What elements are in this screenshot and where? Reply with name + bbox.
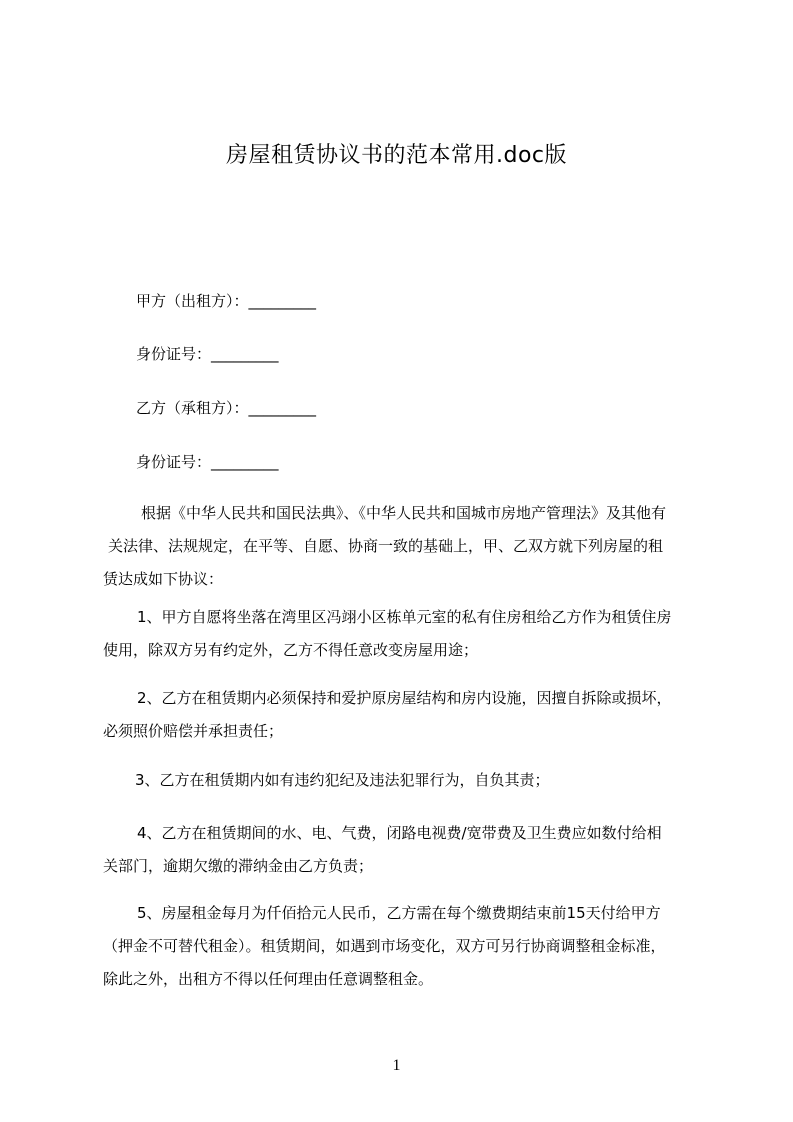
clause-line: 3、乙方在租赁期内如有违约犯纪及违法犯罪行为，自负其责； [135,771,550,789]
page-number: 1 [392,1057,401,1074]
clause-line: 除此之外，出租方不得以任何理由任意调整租金。 [103,970,434,988]
intro-line: 根据《中华人民共和国民法典》、《中华人民共和国城市房地产管理法》及其他有 [141,504,667,522]
clause-line: 5、房屋租金每月为仟佰拾元人民币，乙方需在每个缴费期结束前15天付给甲方 [137,904,661,922]
clause-line: 关部门，逾期欠缴的滞纳金由乙方负责； [103,857,374,875]
clause-5 [103,897,703,996]
lessor-id-field: 身份证号：_________ [136,345,279,363]
clause-line: 4、乙方在租赁期间的水、电、气费，闭路电视费/宽带费及卫生费应如数付给相 [137,824,662,842]
clause-line: （押金不可替代租金）。租赁期间，如遇到市场变化，双方可另行协商调整租金标准， [103,937,666,955]
intro-paragraph [103,497,703,596]
intro-line: 关法律、法规规定，在平等、自愿、协商一致的基础上，甲、乙双方就下列房屋的租 [108,537,664,555]
clause-line: 1、甲方自愿将坐落在湾里区冯翊小区栋单元室的私有住房租给乙方作为租赁住房 [137,608,672,626]
clause-4 [103,817,703,883]
lessee-field: 乙方（承租方）：_________ [136,399,317,417]
document-title: 房屋租赁协议书的范本常用.doc版 [225,143,567,168]
clause-1 [103,601,703,667]
clause-2 [103,682,703,748]
clause-3 [103,764,703,797]
clause-line: 2、乙方在租赁期内必须保持和爱护原房屋结构和房内设施，因擅自拆除或损坏， [137,689,672,707]
clause-line: 必须照价赔偿并承担责任； [103,722,284,740]
lessee-id-field: 身份证号：_________ [136,453,279,471]
intro-line: 赁达成如下协议： [103,570,224,588]
clause-line: 使用，除双方另有约定外，乙方不得任意改变房屋用途； [103,641,479,659]
lessor-field: 甲方（出租方）：_________ [136,292,317,310]
